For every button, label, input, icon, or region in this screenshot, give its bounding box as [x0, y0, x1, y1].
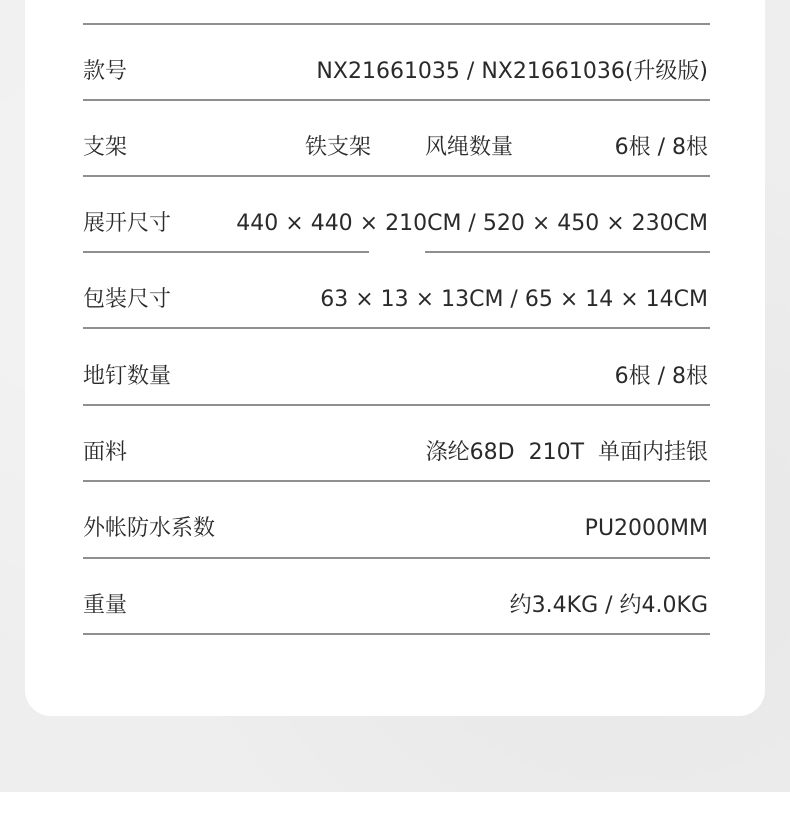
divider-frame: [83, 175, 710, 177]
spec-label-model: 款号: [83, 59, 128, 84]
divider-unfold-size-left: [83, 251, 369, 253]
divider-unfold-size-right: [425, 251, 710, 253]
spec-value-fabric: 涤纶68D 210T 单面内挂银: [425, 440, 708, 465]
spec-label-frame: 支架: [83, 135, 128, 160]
divider-fabric: [83, 480, 710, 482]
divider-model: [83, 99, 710, 101]
spec-value-guy-ropes: 6根 / 8根: [614, 135, 708, 160]
spec-label-stakes: 地钉数量: [83, 364, 172, 389]
spec-value-frame: 铁支架: [305, 135, 372, 160]
spec-value-unfold-size: 440 × 440 × 210CM / 520 × 450 × 230CM: [236, 211, 708, 236]
divider-top: [83, 23, 710, 25]
spec-label-pack-size: 包装尺寸: [83, 287, 172, 312]
divider-weight: [83, 633, 710, 635]
spec-value-waterproof: PU2000MM: [584, 516, 708, 541]
spec-label-unfold-size: 展开尺寸: [83, 211, 172, 236]
spec-label-weight: 重量: [83, 593, 128, 618]
spec-label-waterproof: 外帐防水系数: [83, 516, 216, 541]
spec-label-fabric: 面料: [83, 440, 128, 465]
divider-stakes: [83, 404, 710, 406]
spec-value-weight: 约3.4KG / 约4.0KG: [509, 593, 708, 618]
spec-value-stakes: 6根 / 8根: [614, 364, 708, 389]
divider-waterproof: [83, 557, 710, 559]
spec-label-guy-ropes: 风绳数量: [425, 135, 514, 160]
divider-pack-size: [83, 327, 710, 329]
spec-value-pack-size: 63 × 13 × 13CM / 65 × 14 × 14CM: [320, 287, 708, 312]
spec-value-model: NX21661035 / NX21661036(升级版): [316, 59, 708, 84]
